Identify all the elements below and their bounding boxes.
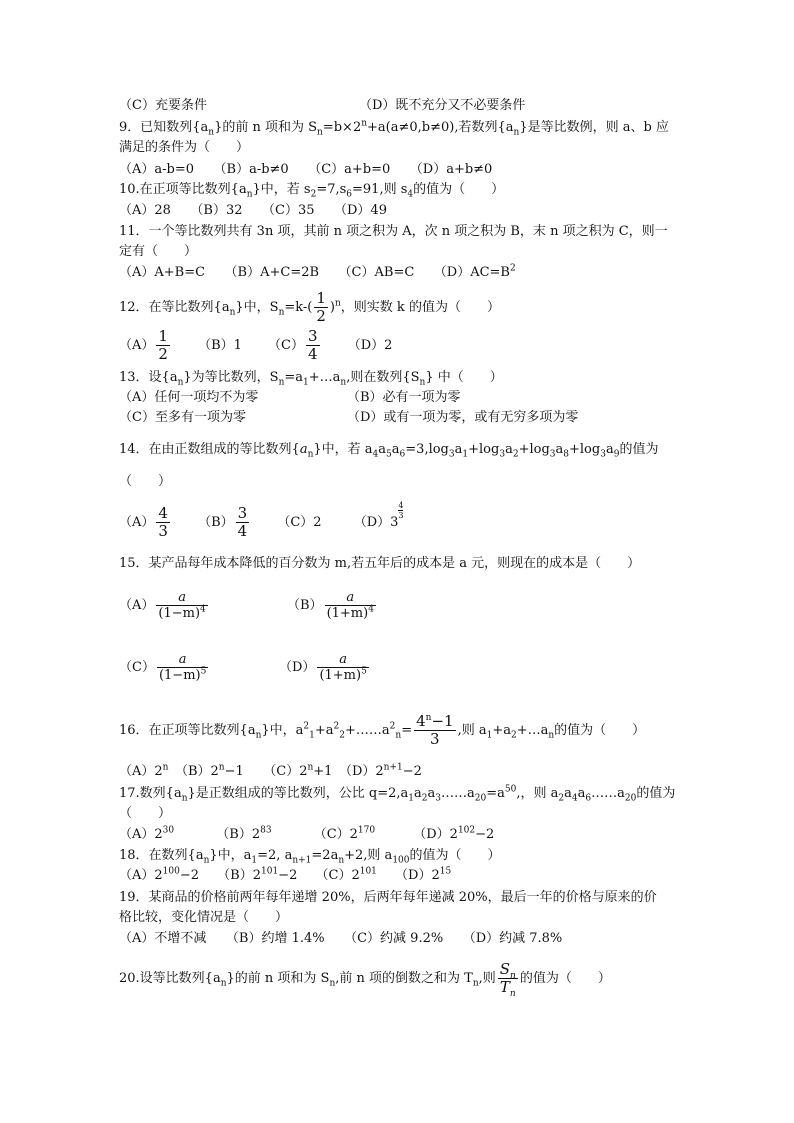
- q18-options: $(A)2^{100}-2$ $(B)2^{101}-2$ $(C)2^{101}$ $(D)2^{15}$: [119, 866, 452, 883]
- q15-stem: 15．某产品每年成本降低的百分数为 m,若五年后的成本是 a 元，则现在的成本是（ ）: [119, 556, 641, 571]
- q9-stem-line2: 满足的条件为（ ）: [119, 140, 250, 155]
- q11-options: （A）A+B=C （B）A+C=2B （C）AB=C $(D)AC=B^2$: [119, 263, 516, 280]
- q14-options: （A） $\frac{4}{3}$ （B） $\frac{3}{4}$ （C）2 （D）3 $\frac{4}{3}$: [119, 501, 404, 540]
- q13-options-row1: （A）任何一项均不为零 （B）必有一项为零: [119, 390, 461, 405]
- q9-stem: 9．已知数列$\{a_n\}$的前 n 项和为 $S_n=b\times 2^n+a(a\ne 0,b\ne 0)$,若数列$\{a_n\}$是等比数例，则 a、b 应: [119, 118, 669, 138]
- q17-options: $(A)2^{30}$ $(B)2^{83}$ $(C)2^{170}$ $(D)2^{102}-2$: [119, 825, 495, 842]
- q9-options: （A）a-b=0 （B）a-b≠0 （C）a+b=0 （D）a+b≠0: [119, 162, 493, 177]
- q14-stem-line2: （ ）: [119, 474, 172, 489]
- q16-fraction: $\frac{4^n-1}{3}$: [416, 712, 454, 748]
- q15-options-row2: （C） $\frac{a}{(1-m)^5}$ （D） $\frac{a}{(1+m)^5}$: [119, 652, 367, 683]
- q17-stem-line2: （ ）: [119, 806, 172, 821]
- q12-options: （A） $\frac{1}{2}$ （B）1 （C） $\frac{3}{4}$ （D）2: [119, 327, 393, 363]
- q13-options-row2: （C）至多有一项为零 （D）或有一项为零，或有无穷多项为零: [119, 410, 579, 425]
- q19-stem-line2: 格比较，变化情况是（ ）: [119, 910, 289, 925]
- q14-stem: 14．在由正数组成的等比数列$\{a_n\}$中，若 $a_4a_5a_6=3,\log_3a_1+\log_3a_2+\log_3a_8+\log_3a_9$的值为: [119, 442, 659, 460]
- q18-stem: 18．在数列$\{a_n\}$中，$a_1=2$, $a_{n+1}=2a_n+2$,则 $a_{100}$的值为（ ）: [119, 848, 501, 866]
- q10-options: （A）28 （B）32 （C）35 （D）49: [119, 203, 387, 218]
- q8-options: [119, 98, 526, 114]
- q10-stem: 10.在正项等比数列$\{a_n\}$中，若 $s_2=7,s_6=91$,则 $s_4$的值为（ ）: [119, 182, 505, 200]
- q16-options: （A）2$^n$ $(B)2^n-1$ $(C)2^n+1$ $(D)2^{n+1}-2$: [119, 762, 422, 779]
- option-c: （C）充要条件: [119, 98, 207, 113]
- q12-fraction: $\frac{1}{2}$: [316, 289, 326, 325]
- q20-fraction: $\frac{S_n}{T_n}$: [499, 960, 516, 999]
- q19-options: （A）不增不减 （B）约增 1.4% （C）约减 9.2% （D）约减 7.8%: [119, 931, 563, 946]
- q16-stem: 16．在正项等比数列$\{a_n\}$中，$a^2_1+a^2_2+\dots\dots a^2_n=$ $\frac{4^n-1}{3}$ ,则 $a_1+a_2+\dots a_n$的值为（ ）: [119, 712, 646, 748]
- q11-stem: 11．一个等比数列共有 3n 项，其前 n 项之积为 A，次 n 项之积为 B，末 n 项之积为 C，则一: [119, 224, 668, 239]
- q19-stem: 19．某商品的价格前两年每年递增 20%，后两年每年递减 20%，最后一年的价格与原来的价: [119, 890, 657, 905]
- option-d: （D）既不充分又不必要条件: [359, 98, 526, 113]
- q15-options-row1: （A） $\frac{a}{(1-m)^4}$ （B） $\frac{a}{(1+m)^4}$: [119, 590, 374, 621]
- q12-stem: 12．在等比数列$\{a_n\}$中，$S_n=k-$( $\frac{1}{2}$ )$^n$，则实数 k 的值为（ ）: [119, 289, 500, 325]
- q13-stem: 13．设$\{a_n\}$为等比数列，$S_n=a_1+\dots a_n$,则在数列$\{S_n\}$ 中（ ）: [119, 370, 503, 388]
- q17-stem: 17.数列$\{a_n\}$是正数组成的等比数列，公比 $q=2,a_1a_2a_3\dots\dots a_{20}=a^{50}$,，则 $a_2a_4a_6\dots\dots a_{20}$的值为: [119, 784, 676, 804]
- q20-stem: 20.设等比数列$\{a_n\}$的前 n 项和为 $S_n$,前 n 项的倒数之和为 $T_n$,则 $\frac{S_n}{T_n}$ 的值为（ ）: [119, 960, 611, 999]
- q11-stem-line2: 定有（ ）: [119, 244, 198, 259]
